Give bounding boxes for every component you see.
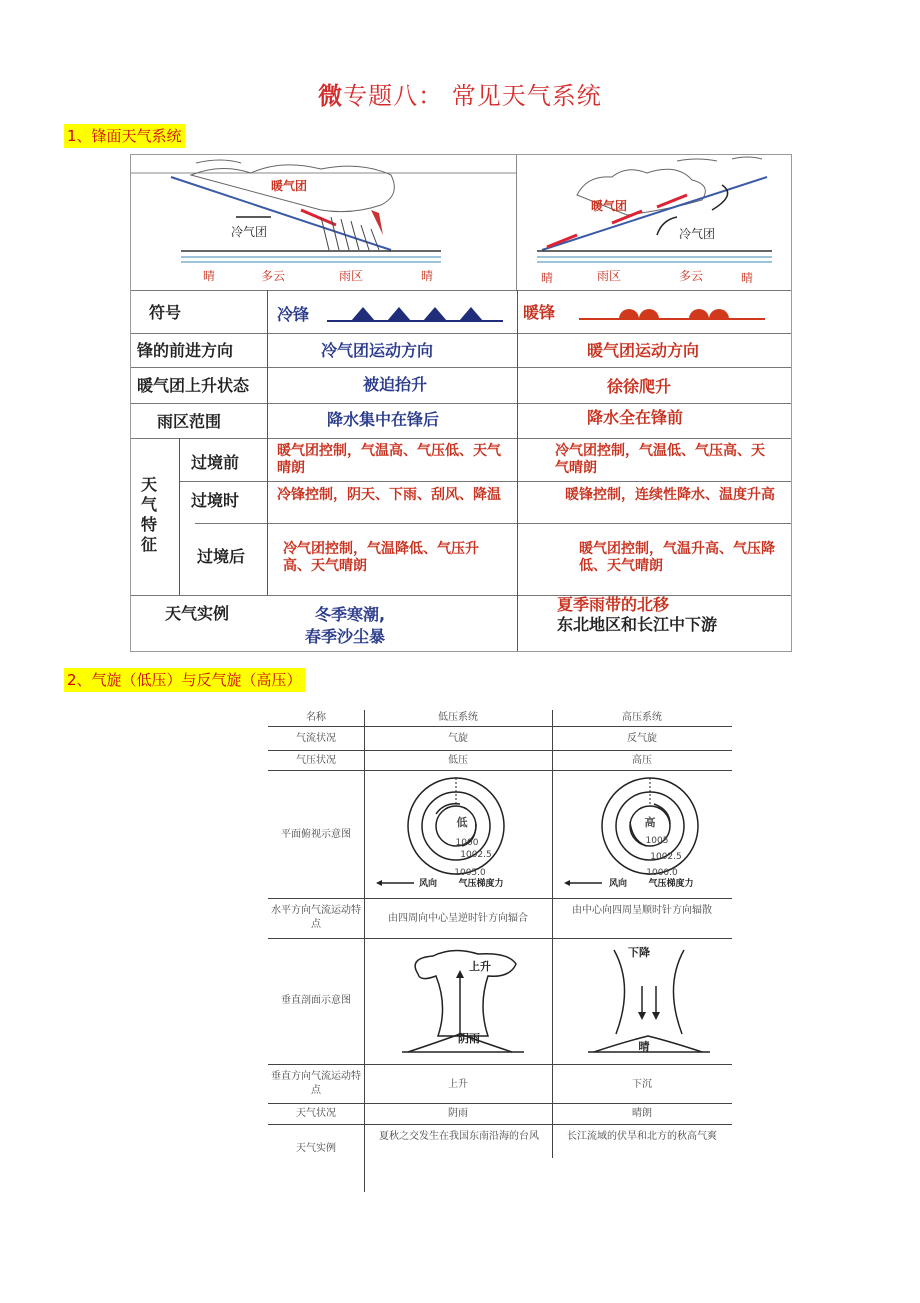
- cold-rain: 降水集中在锋后: [327, 410, 440, 429]
- cold-front-symbol: [327, 303, 503, 325]
- cold-direction: 冷气团运动方向: [321, 341, 434, 360]
- cold-diagram-w3: 雨区: [339, 269, 364, 283]
- row-divider: [268, 750, 732, 751]
- cold-after: 冷气团控制，气温降低、气压升高、天气晴朗: [283, 541, 479, 574]
- row-rain-label: 雨区范围: [157, 412, 222, 431]
- weather-label: 天气状况: [296, 1108, 336, 1119]
- row-divider: [179, 481, 791, 482]
- pressure-low: 低压: [448, 755, 468, 766]
- header-name: 名称: [306, 712, 326, 723]
- hflow-low: 由四周向中心呈逆时针方向辐合: [388, 913, 528, 924]
- low-isobar-1: 1000: [455, 838, 479, 848]
- warm-diagram-warm-mass: 暖气团: [591, 199, 628, 213]
- cold-rise: 被迫抬升: [363, 375, 428, 394]
- warm-rise: 徐徐爬升: [607, 377, 672, 396]
- front-table: [130, 154, 792, 652]
- row-divider: [268, 1103, 732, 1104]
- warm-diagram-w4: 晴: [741, 271, 754, 285]
- warm-during: 暖锋控制，连续性降水、温度升高: [565, 487, 775, 503]
- feature-group-label: 天气特征: [141, 475, 158, 554]
- cold-before: 暖气团控制，气温高、气压低、天气晴朗: [277, 443, 501, 476]
- warm-direction: 暖气团运动方向: [587, 341, 700, 360]
- low-center: 低: [456, 816, 468, 829]
- row-after-label: 过境后: [197, 547, 246, 566]
- row-divider: [131, 290, 791, 291]
- vflow-label: 垂直方向气流运动特点: [271, 1071, 361, 1096]
- header-low: 低压系统: [438, 712, 478, 723]
- vflow-high: 下沉: [632, 1079, 652, 1090]
- warm-diagram-w3: 多云: [679, 269, 704, 283]
- high-legend-force: 气压梯度力: [648, 879, 694, 889]
- warm-front-name: 暖锋: [523, 303, 556, 322]
- low-section-up: 上升: [469, 960, 491, 973]
- pressure-high: 高压: [632, 755, 652, 766]
- section1-heading: 1、锋面天气系统: [64, 124, 185, 148]
- warm-rain: 降水全在锋前: [587, 408, 684, 427]
- title-rest: 专题八： 常见天气系统: [343, 82, 602, 110]
- cold-diagram-w4: 晴: [421, 269, 434, 283]
- high-isobar-3: 1000.0: [646, 868, 678, 878]
- row-divider: [131, 367, 791, 368]
- example-label: 天气实例: [296, 1143, 336, 1154]
- row-rise-label: 暖气团上升状态: [137, 376, 250, 395]
- col-divider: [179, 438, 180, 595]
- example-high: 长江流域的伏旱和北方的秋高气爽: [567, 1131, 717, 1142]
- diagram-divider: [516, 155, 517, 290]
- high-section-down: 下降: [628, 946, 650, 959]
- pressure-label: 气压状况: [296, 755, 336, 766]
- high-isobar-2: 1002.5: [650, 852, 682, 862]
- cold-front-diagram: [131, 155, 516, 290]
- row-divider: [131, 333, 791, 334]
- vflow-low: 上升: [448, 1079, 468, 1090]
- low-section-ground: 阴雨: [458, 1032, 480, 1045]
- row-divider: [268, 1124, 732, 1125]
- row-divider: [268, 770, 732, 771]
- high-section-ground: 晴: [638, 1040, 650, 1053]
- example-low: 夏秋之交发生在我国东南沿海的台风: [379, 1131, 539, 1142]
- row-direction-label: 锋的前进方向: [137, 341, 234, 360]
- col-divider: [267, 290, 268, 595]
- cold-diagram-w2: 多云: [261, 269, 286, 283]
- high-isobar-1: 1005: [645, 836, 669, 846]
- row-divider: [131, 438, 791, 439]
- low-legend-wind: 风向: [418, 879, 437, 889]
- weather-low: 阴雨: [448, 1108, 468, 1119]
- weather-high: 晴朗: [632, 1108, 652, 1119]
- cold-diagram-cold-mass: 冷气团: [231, 225, 268, 239]
- flow-low: 气旋: [448, 733, 468, 744]
- warm-front-symbol: [579, 301, 765, 323]
- cold-example-2: 春季沙尘暴: [305, 627, 386, 646]
- warm-example-2: 东北地区和长江中下游: [557, 615, 718, 634]
- row-symbol-label: 符号: [149, 303, 182, 322]
- cold-diagram-warm-mass: 暖气团: [271, 179, 308, 193]
- cyclone-table: [268, 710, 732, 1192]
- cold-during: 冷锋控制，阴天、下雨、刮风、降温: [277, 487, 501, 503]
- hflow-high: 由中心向四周呈顺时针方向辐散: [572, 905, 712, 916]
- low-legend-force: 气压梯度力: [458, 879, 504, 889]
- warm-diagram-w1: 晴: [541, 271, 554, 285]
- row-before-label: 过境前: [191, 453, 240, 472]
- title-prefix: 微: [318, 82, 344, 110]
- high-center: 高: [644, 816, 656, 829]
- row-divider: [268, 726, 732, 727]
- flow-high: 反气旋: [627, 733, 657, 744]
- page-title: [0, 76, 920, 111]
- row-example-label: 天气实例: [165, 604, 230, 623]
- warm-diagram-cold-mass: 冷气团: [679, 227, 716, 241]
- row-divider: [268, 938, 732, 939]
- col-divider: [517, 290, 518, 651]
- flow-label: 气流状况: [296, 733, 336, 744]
- section-label: 垂直剖面示意图: [281, 995, 351, 1006]
- warm-after: 暖气团控制，气温升高、气压降低、天气晴朗: [579, 541, 775, 574]
- high-legend-wind: 风向: [608, 879, 627, 889]
- low-isobar-2: 1002.5: [460, 850, 492, 860]
- row-divider: [131, 403, 791, 404]
- row-during-label: 过境时: [191, 491, 240, 510]
- row-divider: [268, 1064, 732, 1065]
- section2-heading: 2、气旋（低压）与反气旋（高压）: [64, 668, 305, 692]
- row-divider: [268, 898, 732, 899]
- plan-label: 平面俯视示意图: [281, 829, 351, 840]
- cold-example-1: 冬季寒潮,: [315, 605, 386, 624]
- hflow-label: 水平方向气流运动特点: [271, 905, 361, 930]
- low-legend-arrows: [376, 878, 416, 888]
- high-legend-arrows: [564, 878, 604, 888]
- low-isobar-3: 1005.0: [454, 868, 486, 878]
- row-divider: [131, 595, 791, 596]
- warm-diagram-w2: 雨区: [597, 269, 622, 283]
- warm-example-1: 夏季雨带的北移: [557, 595, 670, 614]
- row-divider: [195, 523, 791, 524]
- cold-front-name: 冷锋: [277, 305, 310, 324]
- header-high: 高压系统: [622, 712, 662, 723]
- warm-before: 冷气团控制，气温低、气压高、天气晴朗: [555, 443, 765, 476]
- cold-diagram-w1: 晴: [203, 269, 216, 283]
